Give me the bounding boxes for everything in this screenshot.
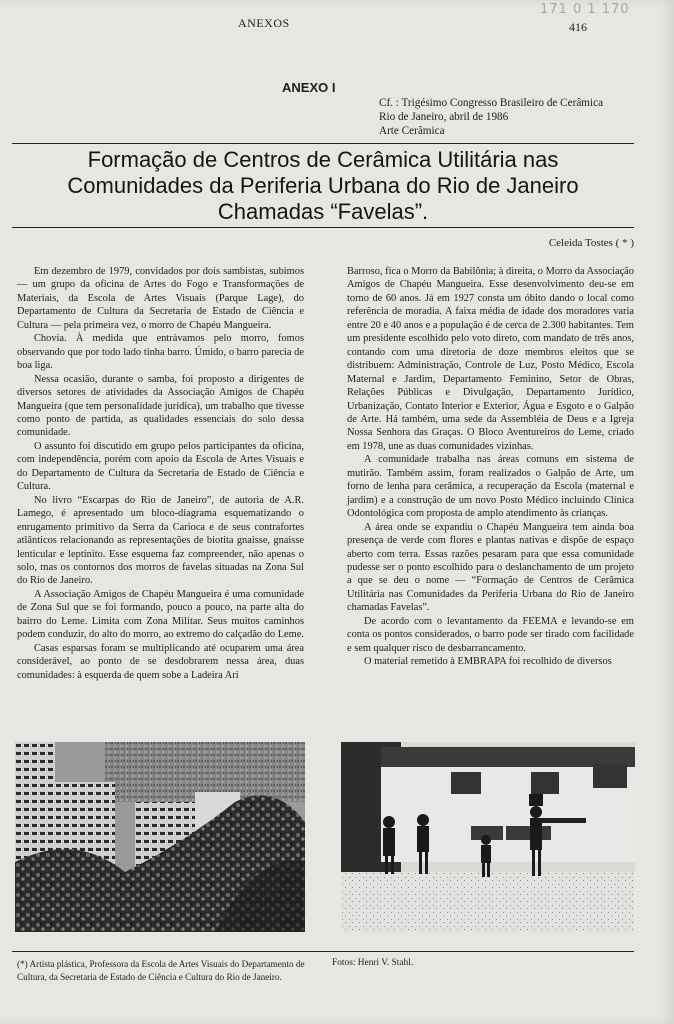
title-line: Comunidades da Periferia Urbana do Rio de Janeiro	[67, 173, 579, 198]
author-byline: Celeida Tostes ( * )	[548, 237, 634, 249]
photo-community-scene	[341, 742, 635, 932]
paragraph: A área onde se expandiu o Chapéu Mangueira tem ainda boa presença de verde com flores e plantas nativas e dispõe de espaço aberto com terra. Essas razões pesaram para que essa comunidade pudesse ser o ponto escolhido para o deslanchamento de um projeto a que se deu o nome — “Formação de Centros de Cerâmica Utilitária nas Comunidades da Periferia Urbana do Rio de Janeiro chamadas Favelas”.	[347, 521, 634, 614]
source-line: Arte Cerâmica	[379, 125, 445, 137]
article-title	[12, 147, 634, 225]
title-line: Chamadas “Favelas”.	[217, 199, 429, 224]
paragraph: A Associação Amigos de Chapéu Mangueira é uma comunidade de Zona Sul que se foi formando, pouco a pouco, na parte alta do bairro do Leme. Limita com Zona Militar. Seus muitos caminhos podem conduzir, do alto do morro, ao extremo do calçadão do Leme.	[17, 588, 304, 641]
source-note	[379, 96, 603, 138]
paragraph: Nessa ocasião, durante o samba, foi proposto a dirigentes de diversos setores de atividades da Associação Amigos de Chapéu Mangueira (que tem personalidade jurídica), um trabalho que tivesse como ponto de partida, as qualidades essenciais do solo dessa comunidade.	[17, 373, 304, 439]
paragraph: Barroso, fica o Morro da Babilônia; à direita, o Morro da Associação Amigos de Chapéu Mangueira. Esse desenvolvimento deu-se em torno de 60 anos. Já em 1927 consta um óbito dando o local como referência de moradia. A faixa média de idade dos moradores varia entre 20 e 40 anos e a população é de cerca de 2.300 habitantes. Tem um presidente escolhido pelo voto direto, com mandato de três anos, contando com uma diretoria de doze membros eleitos que se distribuem: Administração, Controle de Luz, Posto Médico, Escola Maternal e Jardim, Departamento Feminino, Setor de Obras, Relações Públicas e Divulgação, Departamento Jurídico, Urbanização, Contato Interior e Exterior, Água e Esgoto e o Galpão de Arte. Há também, uma sede da Assembléia de Deus e a Igreja Nossa Senhora das Graças. O Bloco Aventureiros do Leme, criado em 1978, une as duas comunidades vizinhas.	[347, 266, 634, 452]
footnote: (*) Artista plástica, Professora da Escola de Artes Visuais do Departamento de Cultura, da Secretaria de Estado de Ciência e Cultura do Rio de Janeiro.	[17, 959, 305, 982]
title-line: Formação de Centros de Cerâmica Utilitária nas	[87, 147, 559, 172]
paragraph: Casas esparsas foram se multiplicando até ocuparem uma área considerável, ao ponto de se desdobrarem nessa área, duas comunidades: à esquerda de quem sobe a Ladeira Ari	[17, 642, 304, 681]
page-number: 416	[569, 20, 587, 34]
running-head: ANEXOS	[238, 16, 290, 30]
paragraph: No livro “Escarpas do Rio de Janeiro”, de autoria de A.R. Lamego, é apresentado um bloco-diagrama esquematizando o enrugamento primitivo da Serra da Carioca e de seus contrafortes atlânticos relacionando as representações de biotita gnaisse, gnaisse lenticular e leptinito. Esse esquema faz compreender, não apenas o solo, mas os contornos dos morros de favelas situadas na Zona Sul do Rio de Janeiro.	[17, 494, 304, 587]
paragraph: A comunidade trabalha nas áreas comuns em sistema de mutirão. Também assim, foram realizados o Galpão de Arte, um forno de lenha para cerâmica, a recuperação da Escola (maternal e jardim) e a construção de um novo Posto Médico incluindo Clínica Odontológica com proposta de amplo atendimento às crianças.	[347, 454, 634, 520]
footnote-rule	[12, 951, 634, 952]
source-line: Cf. : Trigésimo Congresso Brasileiro de Cerâmica	[379, 97, 604, 109]
photo-buildings-hillside	[15, 742, 305, 932]
paragraph: Em dezembro de 1979, convidados por dois sambistas, subimos — um grupo da oficina de Artes do Fogo e Transformações de Materiais, da Escola de Artes Visuais (Parque Lage), do Departamento de Cultura da Secretaria de Estado de Ciência e Cultura — pela primeira vez, o morro de Chapéu Mangueira.	[17, 266, 304, 331]
photo-community-scene-image	[341, 742, 635, 932]
left-text-column	[17, 265, 304, 682]
paragraph: O assunto foi discutido em grupo pelos participantes da oficina, com independência, porém com apoio da Escola de Artes Visuais e do Departamento de Cultura da Secretaria de Estado de Ciência e Cultura.	[17, 440, 304, 493]
title-top-rule	[12, 143, 634, 144]
paragraph: O material remetido à EMBRAPA foi recolhido de diversos	[364, 656, 612, 668]
handwritten-page-mark: 171 0 1 170	[540, 2, 630, 17]
photo-buildings-hillside-image	[15, 742, 305, 932]
paragraph: Chovia. À medida que entrávamos pelo morro, fomos observando que por todo lado tinha barro. Úmido, o barro parecia de boa liga.	[17, 333, 304, 372]
paragraph: De acordo com o levantamento da FEEMA e levando-se em conta os pontos considerados, o barro pode ser tirado com facilidade e sem qualquer risco de desbarrancamento.	[347, 615, 634, 654]
title-bottom-rule	[12, 227, 634, 228]
source-line: Rio de Janeiro, abril de 1986	[379, 111, 509, 123]
photo-credit: Fotos: Henri V. Stahl.	[332, 958, 414, 968]
right-text-column	[347, 265, 634, 669]
annex-label: ANEXO I	[282, 80, 336, 95]
